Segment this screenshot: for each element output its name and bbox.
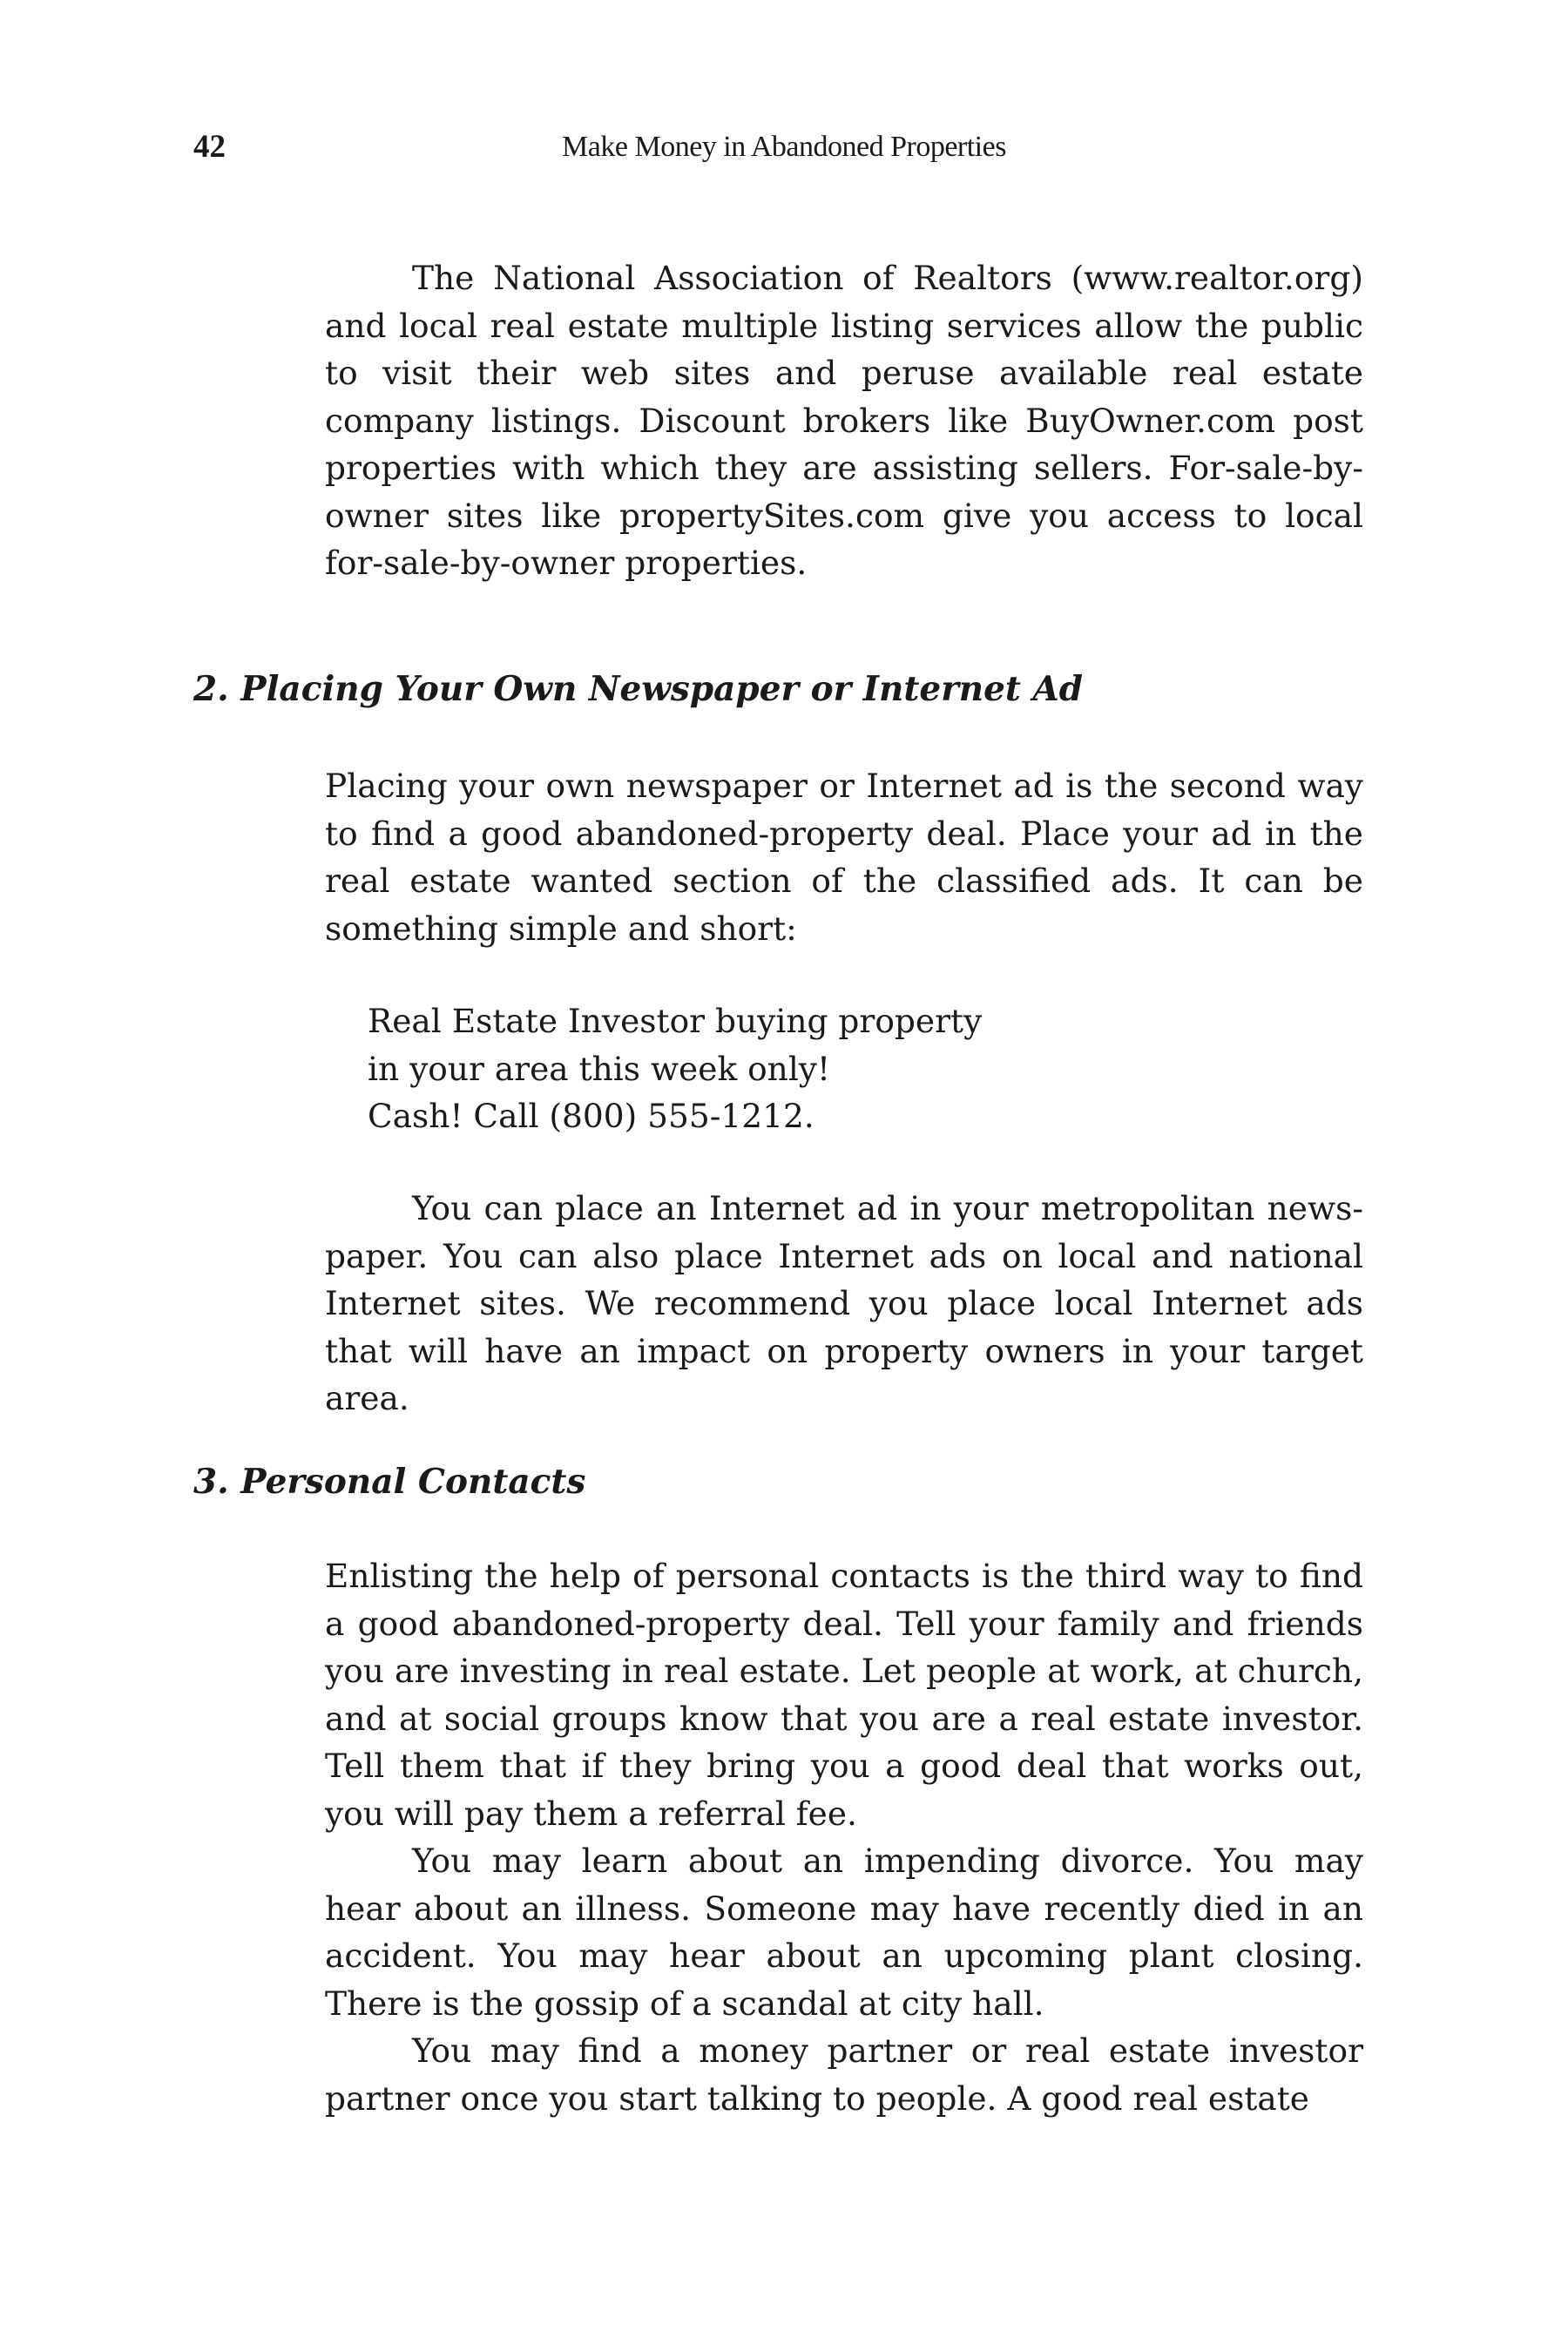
ad-line: in your area this week only! <box>368 1049 831 1088</box>
intro-paragraph: The National Association of Realtors (www.realtor.org) and local real estate multiple listing services allow the public to visit their web sites and peruse available real estate company listings. Discount brokers like BuyOwner.com post properties with which they are assisting sellers. For-sale-by-owner sites like propertySites.com give you access to local for-sale-by-owner properties. <box>325 259 1363 582</box>
section-heading-newspaper-ad: 2. Placing Your Own Newspaper or Internet Ad <box>193 669 1084 709</box>
section3-paragraph-2: You may learn about an impending divorce. You may hear about an illness. Someone may have recently died in an accident. You may hear about an upcoming plant closing. There is the gossip of a scandal at city hall. <box>325 1842 1363 2023</box>
section2-paragraph-1: Placing your own newspaper or Internet ad is the second way to find a good abandoned-property deal. Place your ad in the real estate wanted section of the classified ads. It can be something simple and short: <box>325 767 1363 948</box>
section3-paragraph-1: Enlisting the help of personal contacts is the third way to find a good abandoned-property deal. Tell your family and friends you are investing in real estate. Let people at work, at church, and at social groups know that you are a real estate investor. Tell them that if they bring you a good deal that works out, you will pay them a referral fee. <box>325 1557 1363 1833</box>
page-number: 42 <box>193 129 226 165</box>
running-header <box>193 128 1375 172</box>
section-heading-personal-contacts: 3. Personal Contacts <box>193 1462 586 1502</box>
ad-line: Cash! Call (800) 555-1212. <box>368 1097 814 1135</box>
ad-line: Real Estate Investor buying property <box>368 1002 983 1040</box>
book-title: Make Money in Abandoned Properties <box>562 131 1006 163</box>
sample-classified-ad <box>368 997 982 1140</box>
section2-paragraph-2: You can place an Internet ad in your metropolitan newspaper. You can also place Internet ads on local and national Internet sites. We recommend you place local Internet ads that will have an impact on property owners in your target area. <box>325 1189 1363 1417</box>
section3-paragraph-3: You may find a money partner or real estate investor partner once you start talking to people. A good real estate <box>325 2031 1363 2118</box>
